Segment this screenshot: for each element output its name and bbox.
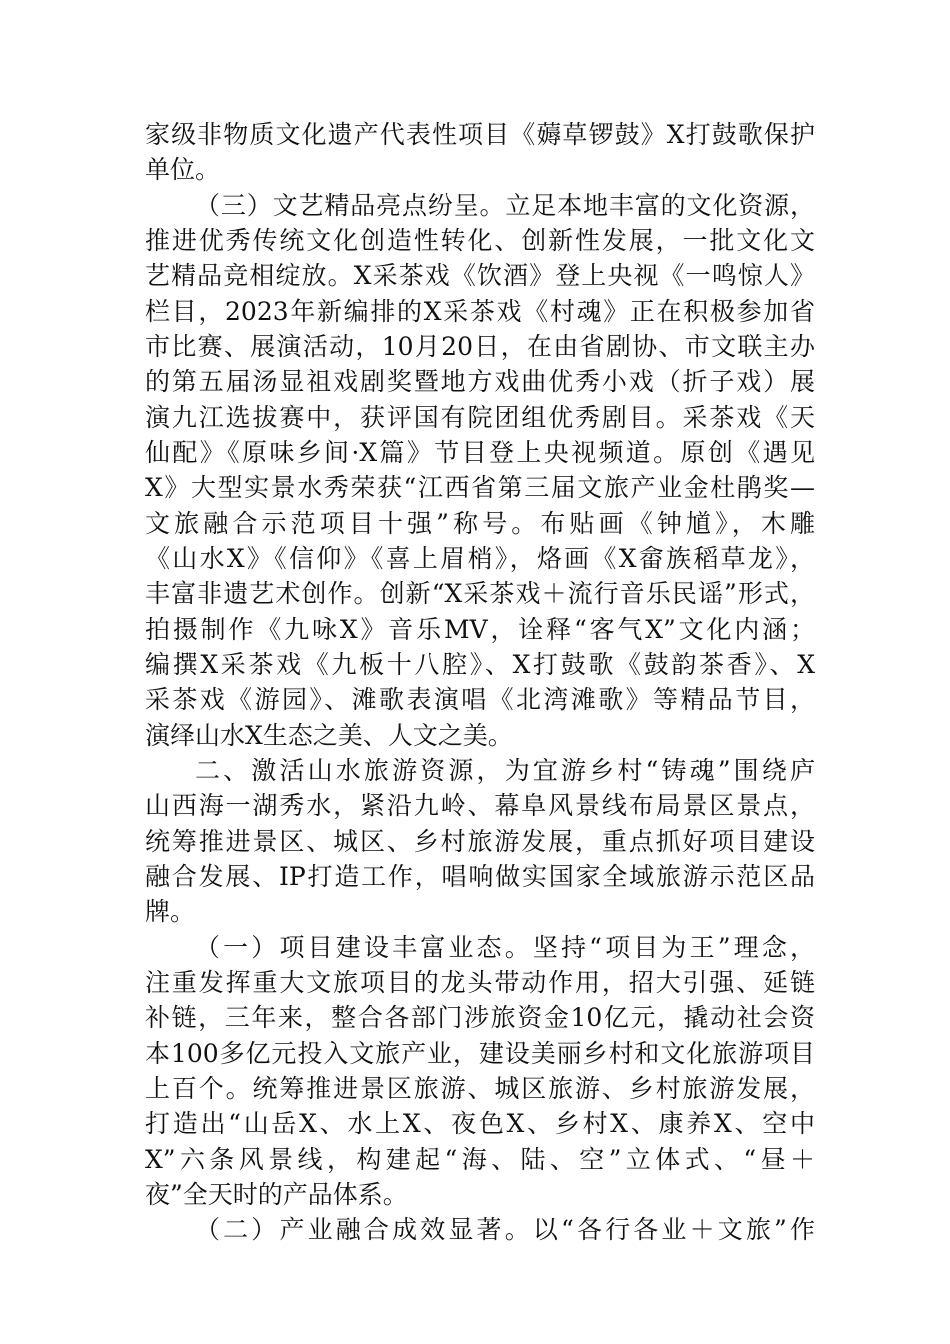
text-line: 演九江选拔赛中，获评国有院团组优秀剧目。采茶戏《天: [145, 403, 815, 432]
text-line: （一）项目建设丰富业态。坚持“项目为王”理念，: [195, 933, 815, 962]
text-line: 家级非物质文化遗产代表性项目《薅草锣鼓》X打鼓歌保护: [145, 120, 815, 149]
text-line: 推进优秀传统文化创造性转化、创新性发展，一批文化文: [145, 226, 815, 255]
text-line: 统筹推进景区、城区、乡村旅游发展，重点抓好项目建设: [145, 827, 815, 856]
text-line: 的第五届汤显祖戏剧奖暨地方戏曲优秀小戏（折子戏）展: [145, 367, 815, 396]
text-line: 牌。: [145, 897, 196, 926]
text-line: （二）产业融合成效显著。以“各行各业＋文旅”作: [195, 1215, 815, 1244]
text-line: 栏目，2023年新编排的X采茶戏《村魂》正在积极参加省: [145, 297, 815, 326]
section-heading: 二、激活山水旅游资源，为宜游乡村“铸魂”围绕庐: [195, 756, 815, 785]
text-line: 山西海一湖秀水，紧沿九岭、幕阜风景线布局景区景点，: [145, 791, 815, 820]
text-line: 补链，三年来，整合各部门涉旅资金10亿元，撬动社会资: [145, 1003, 815, 1032]
text-line: 夜”全天时的产品体系。: [145, 1180, 408, 1209]
text-line: 注重发挥重大文旅项目的龙头带动作用，招大引强、延链: [145, 968, 815, 997]
text-line: X”六条风景线，构建起“海、陆、空”立体式、“昼＋: [145, 1145, 815, 1174]
text-line: 演绎山水X生态之美、人文之美。: [145, 721, 513, 750]
text-line: 采茶戏《游园》、滩歌表演唱《北湾滩歌》等精品节目，: [145, 685, 815, 714]
text-line: 本100多亿元投入文旅产业，建设美丽乡村和文化旅游项目: [145, 1039, 815, 1068]
text-line: 《山水X》《信仰》《喜上眉梢》，烙画《X畲族稻草龙》，: [145, 544, 815, 573]
text-line: 编撰X采茶戏《九板十八腔》、X打鼓歌《鼓韵茶香》、X: [145, 650, 815, 679]
text-line: 单位。: [145, 155, 221, 184]
text-line: 丰富非遗艺术创作。创新“X采茶戏＋流行音乐民谣”形式，: [145, 579, 815, 608]
text-line: 市比赛、展演活动，10月20日，在由省剧协、市文联主办: [145, 332, 815, 361]
text-line: 仙配》《原味乡间·X篇》节目登上央视频道。原创《遇见: [145, 438, 815, 467]
text-line: X》大型实景水秀荣获“江西省第三届文旅产业金杜鹃奖—: [145, 473, 815, 502]
text-line: 艺精品竞相绽放。X采茶戏《饮酒》登上央视《一鸣惊人》: [145, 261, 815, 290]
text-line: 文旅融合示范项目十强”称号。布贴画《钟馗》，木雕: [145, 509, 815, 538]
text-line: 上百个。统筹推进景区旅游、城区旅游、乡村旅游发展，: [145, 1074, 815, 1103]
text-line: 打造出“山岳X、水上X、夜色X、乡村X、康养X、空中: [145, 1109, 815, 1138]
text-line: （三）文艺精品亮点纷呈。立足本地丰富的文化资源，: [195, 191, 815, 220]
text-line: 拍摄制作《九咏X》音乐MV，诠释“客气X”文化内涵；: [145, 615, 815, 644]
text-line: 融合发展、IP打造工作，唱响做实国家全域旅游示范区品: [145, 862, 815, 891]
